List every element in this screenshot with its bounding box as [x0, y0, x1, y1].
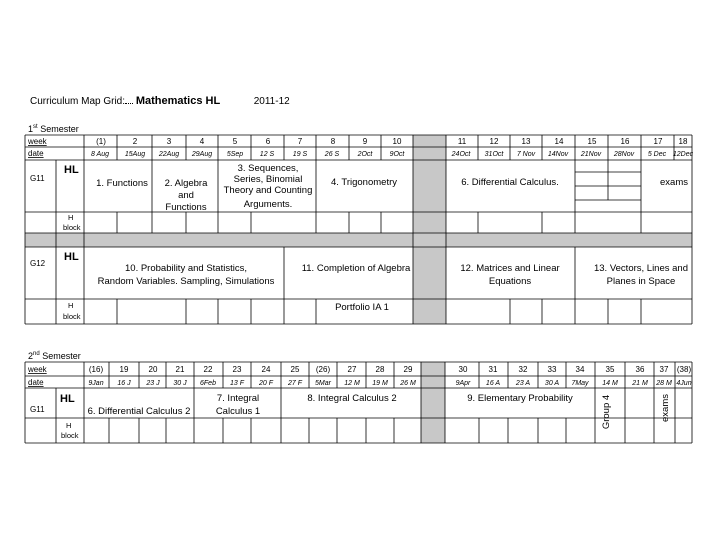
s1-week-12: 12 [489, 137, 499, 146]
s1-week-8: 8 [330, 137, 336, 146]
s1-date-8: 26 S [324, 151, 340, 158]
s2-week-10: 27 [347, 365, 357, 374]
topic-3-line3: Theory and Counting [223, 185, 313, 196]
topic-13-line1: 13. Vectors, Lines and [593, 263, 689, 274]
topic-4-trig: 4. Trigonometry [331, 177, 397, 188]
s2-week-12: 29 [403, 365, 413, 374]
s2-date-8: 27 F [287, 380, 303, 387]
s2-g11-hblock-1: H [66, 421, 72, 430]
s2-date-14: 16 A [485, 380, 501, 387]
header-year: 2011-12 [253, 96, 290, 107]
s2-week-3: 20 [148, 365, 158, 374]
s1-g11-hl: HL [64, 164, 79, 176]
s1-date-2: 15Aug [124, 151, 146, 158]
s2-date-3: 23 J [146, 380, 160, 387]
topic-3-line2: Series, Binomial [233, 174, 303, 185]
topic-2-line3: Functions [165, 202, 207, 213]
s1-g12-hblock-1: H [68, 301, 74, 310]
group-4-label: Group 4 [601, 394, 612, 430]
topic-3-line4: Arguments. [243, 199, 293, 210]
s1-date-12: 31Oct [484, 151, 504, 158]
s2-date-20: 28 M [656, 380, 672, 387]
s2-topic-6-diffcalc2: 6. Differential Calculus 2 [87, 406, 191, 417]
s1-date-16: 28Nov [613, 151, 635, 158]
s1-date-1: 8 Aug [90, 151, 110, 158]
s2-exams: exams [660, 394, 671, 422]
s1-date-15: 21Nov [580, 151, 602, 158]
s2-date-1: 9Jan [88, 380, 104, 387]
s2-date-11: 19 M [372, 380, 388, 387]
s1-date-6: 12 S [259, 151, 275, 158]
s1-week-2: 2 [132, 137, 138, 146]
s2-week-19: 36 [635, 365, 645, 374]
topic-9-probability: 9. Elementary Probability [467, 393, 573, 404]
s1-date-9: 2Oct [357, 151, 373, 158]
s1-week-16: 16 [620, 137, 630, 146]
s1-date-3: 22Aug [158, 151, 180, 158]
s2-week-14: 31 [488, 365, 498, 374]
topic-11-algebra: 11. Completion of Algebra [301, 263, 411, 274]
s1-week-label: week [28, 137, 47, 146]
s2-date-2: 16 J [117, 380, 131, 387]
s1-g11-hblock-2: block [63, 223, 81, 232]
s2-week-21: (38) [676, 365, 692, 374]
s2-g11-hl: HL [60, 393, 75, 405]
topic-7-line1: 7. Integral [216, 393, 260, 404]
s2-week-9: (26) [315, 365, 331, 374]
s2-g11-grade: G11 [30, 405, 45, 414]
s2-date-18: 14 M [602, 380, 618, 387]
s1-week-9: 9 [362, 137, 368, 146]
s1-date-4: 29Aug [191, 151, 213, 158]
topic-10-line2: Random Variables. Sampling, Simulations [97, 276, 275, 287]
s2-week-numbers [89, 365, 692, 374]
topic-3-line1: 3. Sequences, [237, 163, 299, 174]
s2-week-6: 23 [232, 365, 242, 374]
s1-date-10: 9Oct [389, 151, 405, 158]
topic-8-intcalc2: 8. Integral Calculus 2 [307, 393, 397, 404]
topic-10-line1: 10. Probability and Statistics, [125, 263, 247, 274]
s2-week-7: 24 [261, 365, 271, 374]
s2-g11-hblock-2: block [61, 431, 79, 440]
semester1-grid [25, 135, 692, 324]
s1-week-7: 7 [297, 137, 303, 146]
topic-12-line1: 12. Matrices and Linear [460, 263, 560, 274]
s1-g12-hblock-2: block [63, 312, 81, 321]
semester2-title: 2nd Semester [28, 351, 81, 361]
semester1-title: 1st Semester [28, 124, 79, 134]
s2-week-label: week [28, 365, 47, 374]
s1-week-11: 11 [457, 137, 467, 146]
s1-date-label: date [28, 149, 44, 158]
s2-date-9: 5Mar [315, 380, 331, 387]
topic-12-line2: Equations [488, 276, 532, 287]
topic-13-line2: Planes in Space [606, 276, 676, 287]
s1-g12-grade: G12 [30, 259, 46, 268]
s1-week-10: 10 [392, 137, 402, 146]
s1-week-5: 5 [232, 137, 238, 146]
s1-date-13: 7 Nov [516, 151, 536, 158]
topic-7-line2: Calculus 1 [215, 406, 261, 417]
s2-date-7: 20 F [258, 380, 274, 387]
topic-2-line1: 2. Algebra [164, 178, 208, 189]
topic-6-diffcalc: 6. Differential Calculus. [461, 177, 559, 188]
s1-date-5: 5Sep [226, 151, 244, 158]
s2-date-15: 23 A [515, 380, 531, 387]
holiday-column [413, 135, 446, 324]
s2-week-13: 30 [458, 365, 468, 374]
s1-date-7: 19 S [292, 151, 308, 158]
s2-date-5: 6Feb [200, 380, 216, 387]
s2-date-6: 13 F [229, 380, 245, 387]
s2-date-19: 21 M [632, 380, 648, 387]
s2-date-label: date [28, 378, 44, 387]
s1-week-13: 13 [521, 137, 531, 146]
holiday-column-2 [421, 362, 445, 443]
s1-week-4: 4 [199, 137, 205, 146]
s1-week-18: 18 [678, 137, 688, 146]
s1-week-17: 17 [653, 137, 663, 146]
s2-week-2: 19 [119, 365, 129, 374]
s2-week-16: 33 [547, 365, 557, 374]
s1-week-3: 3 [166, 137, 172, 146]
s2-week-18: 35 [605, 365, 615, 374]
s1-week-numbers [96, 137, 688, 146]
separator-band [25, 233, 692, 247]
s2-week-11: 28 [375, 365, 385, 374]
s2-date-13: 9Apr [455, 380, 471, 387]
s1-week-1: (1) [96, 137, 106, 146]
s1-date-11: 24Oct [451, 151, 471, 158]
s1-g11-grade: G11 [30, 174, 45, 183]
s2-date-4: 30 J [173, 380, 187, 387]
s2-week-4: 21 [175, 365, 185, 374]
header-subject: Mathematics HL [135, 95, 221, 107]
s2-week-20: 37 [659, 365, 669, 374]
s1-date-14: 14Nov [547, 151, 569, 158]
s1-dates [91, 151, 694, 158]
s2-date-17: 7May [571, 380, 589, 387]
s1-week-15: 15 [587, 137, 597, 146]
s2-week-1: (16) [88, 365, 104, 374]
s1-week-6: 6 [265, 137, 271, 146]
s2-week-17: 34 [575, 365, 585, 374]
s2-week-15: 32 [518, 365, 528, 374]
s2-dates [88, 380, 691, 387]
s2-date-21: 4Jun [676, 380, 692, 387]
s2-date-10: 12 M [344, 380, 360, 387]
s1-exams: exams [660, 177, 688, 188]
s2-date-16: 30 A [544, 380, 560, 387]
s1-date-18: 12Dec [672, 151, 694, 158]
s1-g12-hl: HL [64, 251, 79, 263]
topic-2-line2: and [178, 190, 194, 201]
s1-date-17: 5 Dec [647, 151, 667, 158]
s2-date-12: 26 M [400, 380, 416, 387]
portfolio-ia1: Portfolio IA 1 [335, 302, 389, 313]
s1-g11-hblock-1: H [68, 213, 74, 222]
topic-1-functions: 1. Functions [96, 178, 148, 189]
s2-week-8: 25 [290, 365, 300, 374]
header-prefix: Curriculum Map Grid: [30, 96, 126, 107]
s1-week-14: 14 [554, 137, 564, 146]
s2-week-5: 22 [203, 365, 213, 374]
